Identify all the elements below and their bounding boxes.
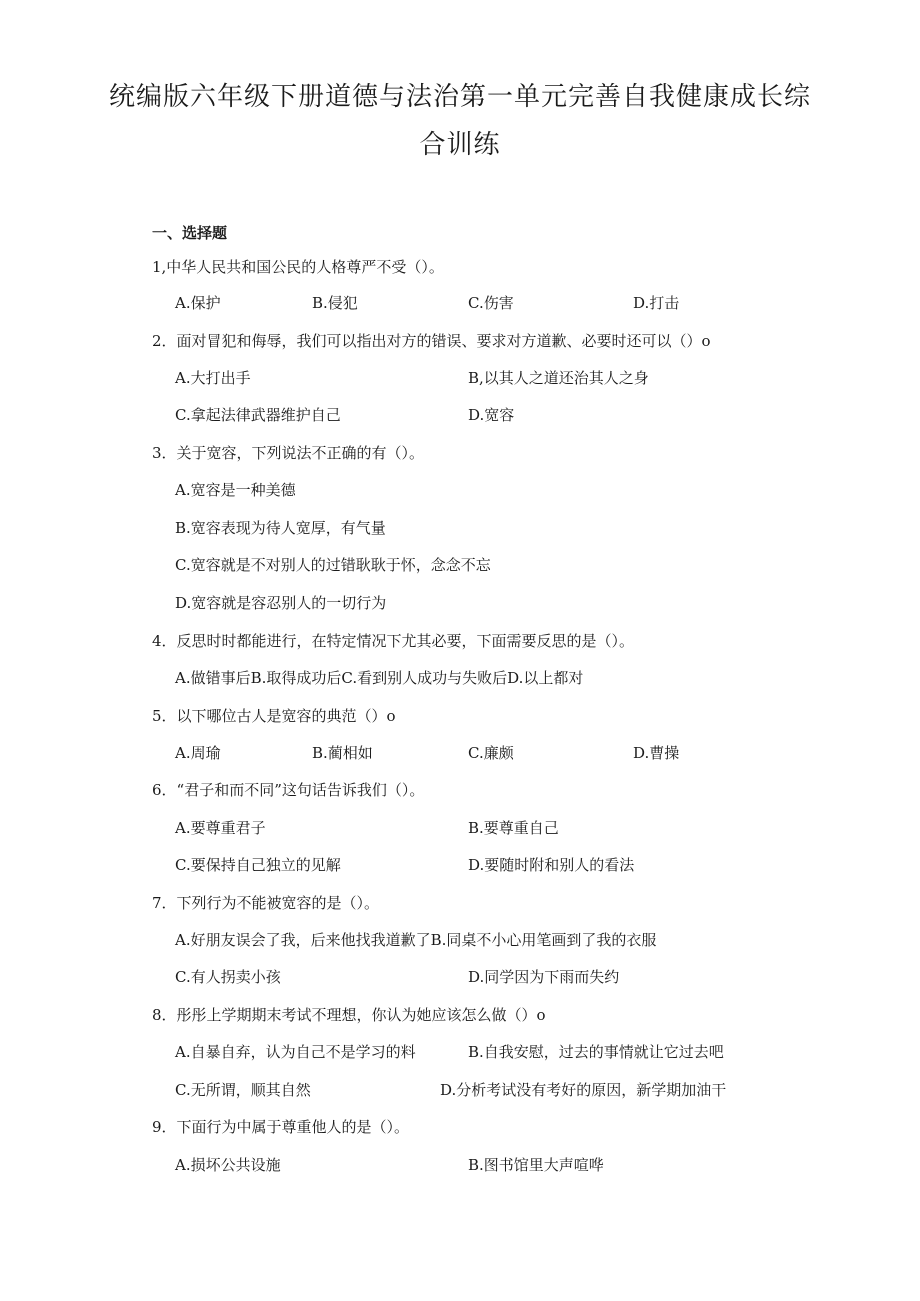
question-9-options-row1 [0, 1154, 920, 1178]
question-1-options [0, 292, 920, 316]
question-3-option-d: D.宽容就是容忍别人的一切行为 [175, 594, 387, 612]
question-5-option-b: B.蔺相如 [312, 744, 373, 762]
document-title-line2: 合训练 [419, 130, 501, 160]
question-4-options-text: A.做错事后B.取得成功后C.看到别人成功与失败后D.以上都对 [175, 669, 584, 687]
question-3-option-row-b [0, 517, 920, 541]
question-8-option-a: A.自暴自弃，认为自己不是学习的料 [175, 1043, 416, 1061]
question-6-option-b: B.要尊重自己 [468, 819, 559, 837]
question-7-option-ab: A.好朋友误会了我，后来他找我道歉了B.同桌不小心用笔画到了我的衣服 [175, 931, 657, 949]
question-7-option-c: C.有人拐卖小孩 [175, 968, 281, 986]
question-2-options-row1 [0, 367, 920, 391]
question-3-option-row-d [0, 592, 920, 616]
question-8-options-row1 [0, 1041, 920, 1065]
question-5-stem: 5．以下哪位古人是宽容的典范（）o [152, 707, 396, 725]
question-8-stem: 8．彤彤上学期期末考试不理想，你认为她应该怎么做（）o [152, 1006, 546, 1024]
question-1-option-b: B.侵犯 [312, 294, 358, 312]
question-7-stem: 7．下列行为不能被宽容的是（）。 [152, 894, 380, 912]
question-6-options-row1 [0, 817, 920, 841]
question-1-option-a: A.保护 [175, 294, 221, 312]
question-1-option-d: D.打击 [633, 294, 680, 312]
question-3-option-row-c [0, 554, 920, 578]
question-2-option-b: B,以其人之道还治其人之身 [468, 369, 649, 387]
question-2-stem: 2．面对冒犯和侮辱，我们可以指出对方的错误、要求对方道歉、必要时还可以（）o [152, 332, 711, 350]
question-5-options [0, 742, 920, 766]
question-7-options-row1 [0, 929, 920, 953]
question-9-option-a: A.损坏公共设施 [175, 1156, 281, 1174]
question-9-stem: 9．下面行为中属于尊重他人的是（）。 [152, 1118, 410, 1136]
question-2-option-d: D.宽容 [468, 406, 515, 424]
question-3-option-row-a [0, 479, 920, 503]
question-7-options-row2 [0, 966, 920, 990]
question-2-options-row2 [0, 404, 920, 428]
question-8-option-c: C.无所谓，顺其自然 [175, 1081, 311, 1099]
question-6-stem: 6．“君子和而不同”这句话告诉我们（）。 [152, 781, 425, 799]
question-6-option-d: D.要随时附和别人的看法 [468, 856, 635, 874]
question-1-stem: 1,中华人民共和国公民的人格尊严不受（）。 [152, 258, 444, 276]
question-8-option-b: B.自我安慰，过去的事情就让它过去吧 [468, 1043, 724, 1061]
question-6-options-row2 [0, 854, 920, 878]
question-1-option-c: C.伤害 [468, 294, 514, 312]
question-3-option-a: A.宽容是一种美德 [175, 481, 296, 499]
question-3-option-b: B.宽容表现为待人宽厚，有气量 [175, 519, 386, 537]
section-heading: 一、选择题 [152, 224, 228, 242]
question-7-option-d: D.同学因为下雨而失约 [468, 968, 620, 986]
question-5-option-c: C.廉颇 [468, 744, 514, 762]
question-8-option-d: D.分析考试没有考好的原因，新学期加油干 [440, 1081, 727, 1099]
question-5-option-a: A.周瑜 [175, 744, 221, 762]
question-8-options-row2 [0, 1079, 920, 1103]
question-3-stem: 3．关于宽容，下列说法不正确的有（）。 [152, 444, 425, 462]
question-5-option-d: D.曹操 [633, 744, 680, 762]
question-9-option-b: B.图书馆里大声喧哗 [468, 1156, 604, 1174]
question-6-option-a: A.要尊重君子 [175, 819, 266, 837]
question-4-options [0, 667, 920, 691]
question-2-option-c: C.拿起法律武器维护自己 [175, 406, 341, 424]
question-4-stem: 4．反思时时都能进行，在特定情况下尤其必要，下面需要反思的是（）。 [152, 632, 635, 650]
question-6-option-c: C.要保持自己独立的见解 [175, 856, 341, 874]
question-3-option-c: C.宽容就是不对别人的过错耿耿于怀，念念不忘 [175, 556, 491, 574]
question-2-option-a: A.大打出手 [175, 369, 251, 387]
document-title-line1: 统编版六年级下册道德与法治第一单元完善自我健康成长综 [108, 82, 811, 112]
